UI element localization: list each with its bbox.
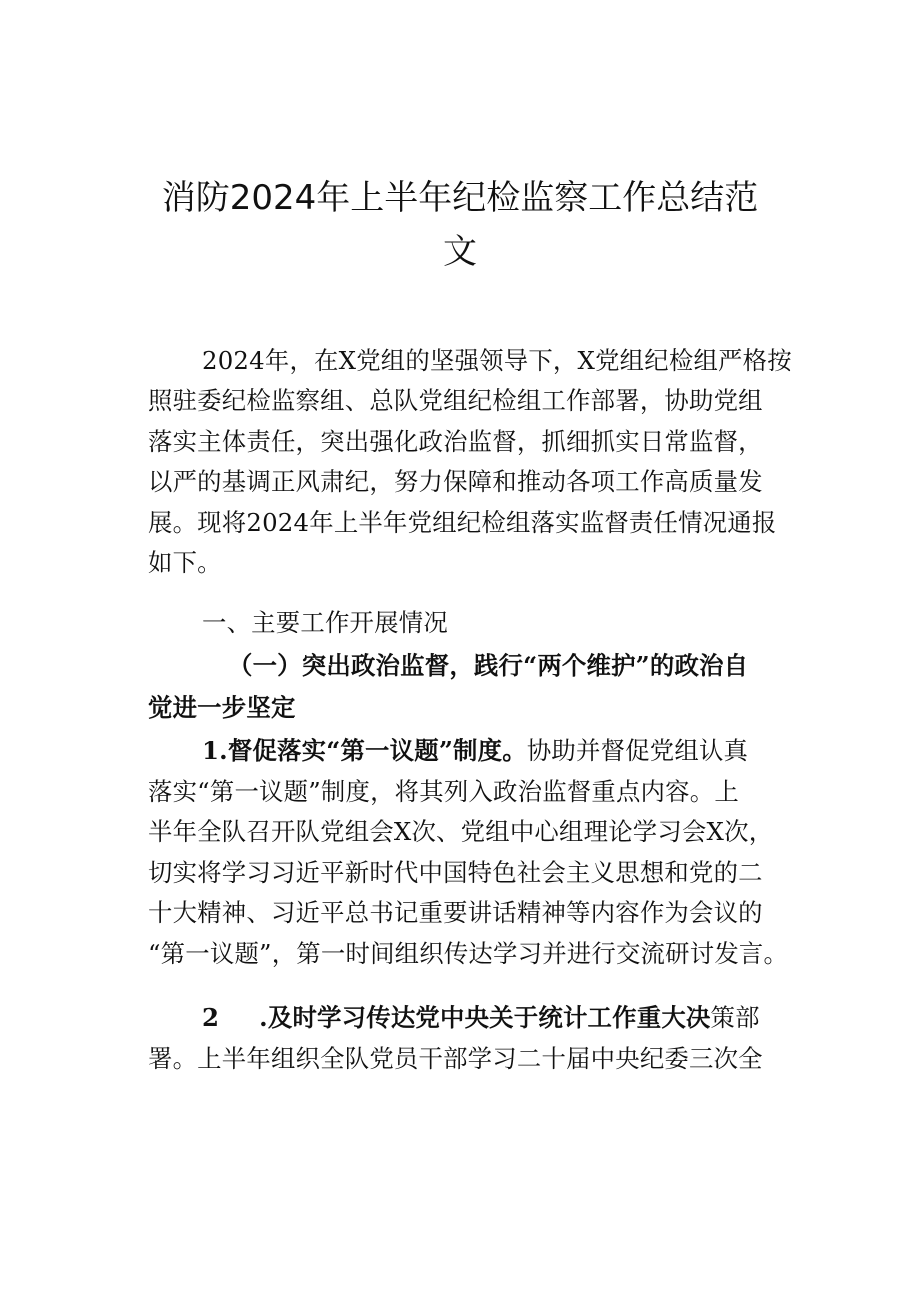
item1-text-start: 协助并督促党组认真	[526, 736, 749, 765]
intro-line-1: 2024年，在X党组的坚强领导下，X党组纪检组严格按	[202, 346, 792, 375]
item1-line-6: “第一议题”，第一时间组织传达学习并进行交流研讨发言。	[148, 939, 789, 968]
item1-line-1	[202, 731, 748, 772]
item1-line-5: 十大精神、习近平总书记重要讲话精神等内容作为会议的	[148, 898, 763, 927]
item2-number: 2	[202, 1003, 220, 1032]
item2-heading: .及时学习传达党中央关于统计工作重大决	[259, 1003, 711, 1032]
item2-line-2: 署。上半年组织全队党员干部学习二十届中央纪委三次全	[148, 1044, 763, 1073]
intro-line-5: 展。现将2024年上半年党组纪检组落实监督责任情况通报	[148, 508, 777, 537]
subsection-heading-line1: （一）突出政治监督，践行“两个维护”的政治自	[228, 651, 749, 680]
intro-line-6: 如下。	[148, 548, 222, 577]
section-heading: 一、主要工作开展情况	[202, 608, 448, 637]
item1-heading: 1.督促落实“第一议题”制度。	[202, 736, 527, 765]
item2-text-start: 策部	[710, 1003, 760, 1032]
document-title-line2: 文	[443, 232, 477, 272]
intro-line-4: 以严的基调正风肃纪，努力保障和推动各项工作高质量发	[148, 467, 763, 496]
subsection-heading-line2: 觉进一步坚定	[148, 693, 296, 722]
item1-line-4: 切实将学习习近平新时代中国特色社会主义思想和党的二	[148, 858, 763, 887]
item1-line-3: 半年全队召开队党组会X次、党组中心组理论学习会X次，	[148, 817, 774, 846]
intro-line-2: 照驻委纪检监察组、总队党组纪检组工作部署，协助党组	[148, 386, 763, 415]
intro-line-3: 落实主体责任，突出强化政治监督，抓细抓实日常监督，	[148, 427, 763, 456]
item2-line-1	[202, 998, 760, 1039]
document-title-line1: 消防2024年上半年纪检监察工作总结范	[161, 178, 759, 218]
item1-line-2: 落实“第一议题”制度，将其列入政治监督重点内容。上	[148, 777, 739, 806]
